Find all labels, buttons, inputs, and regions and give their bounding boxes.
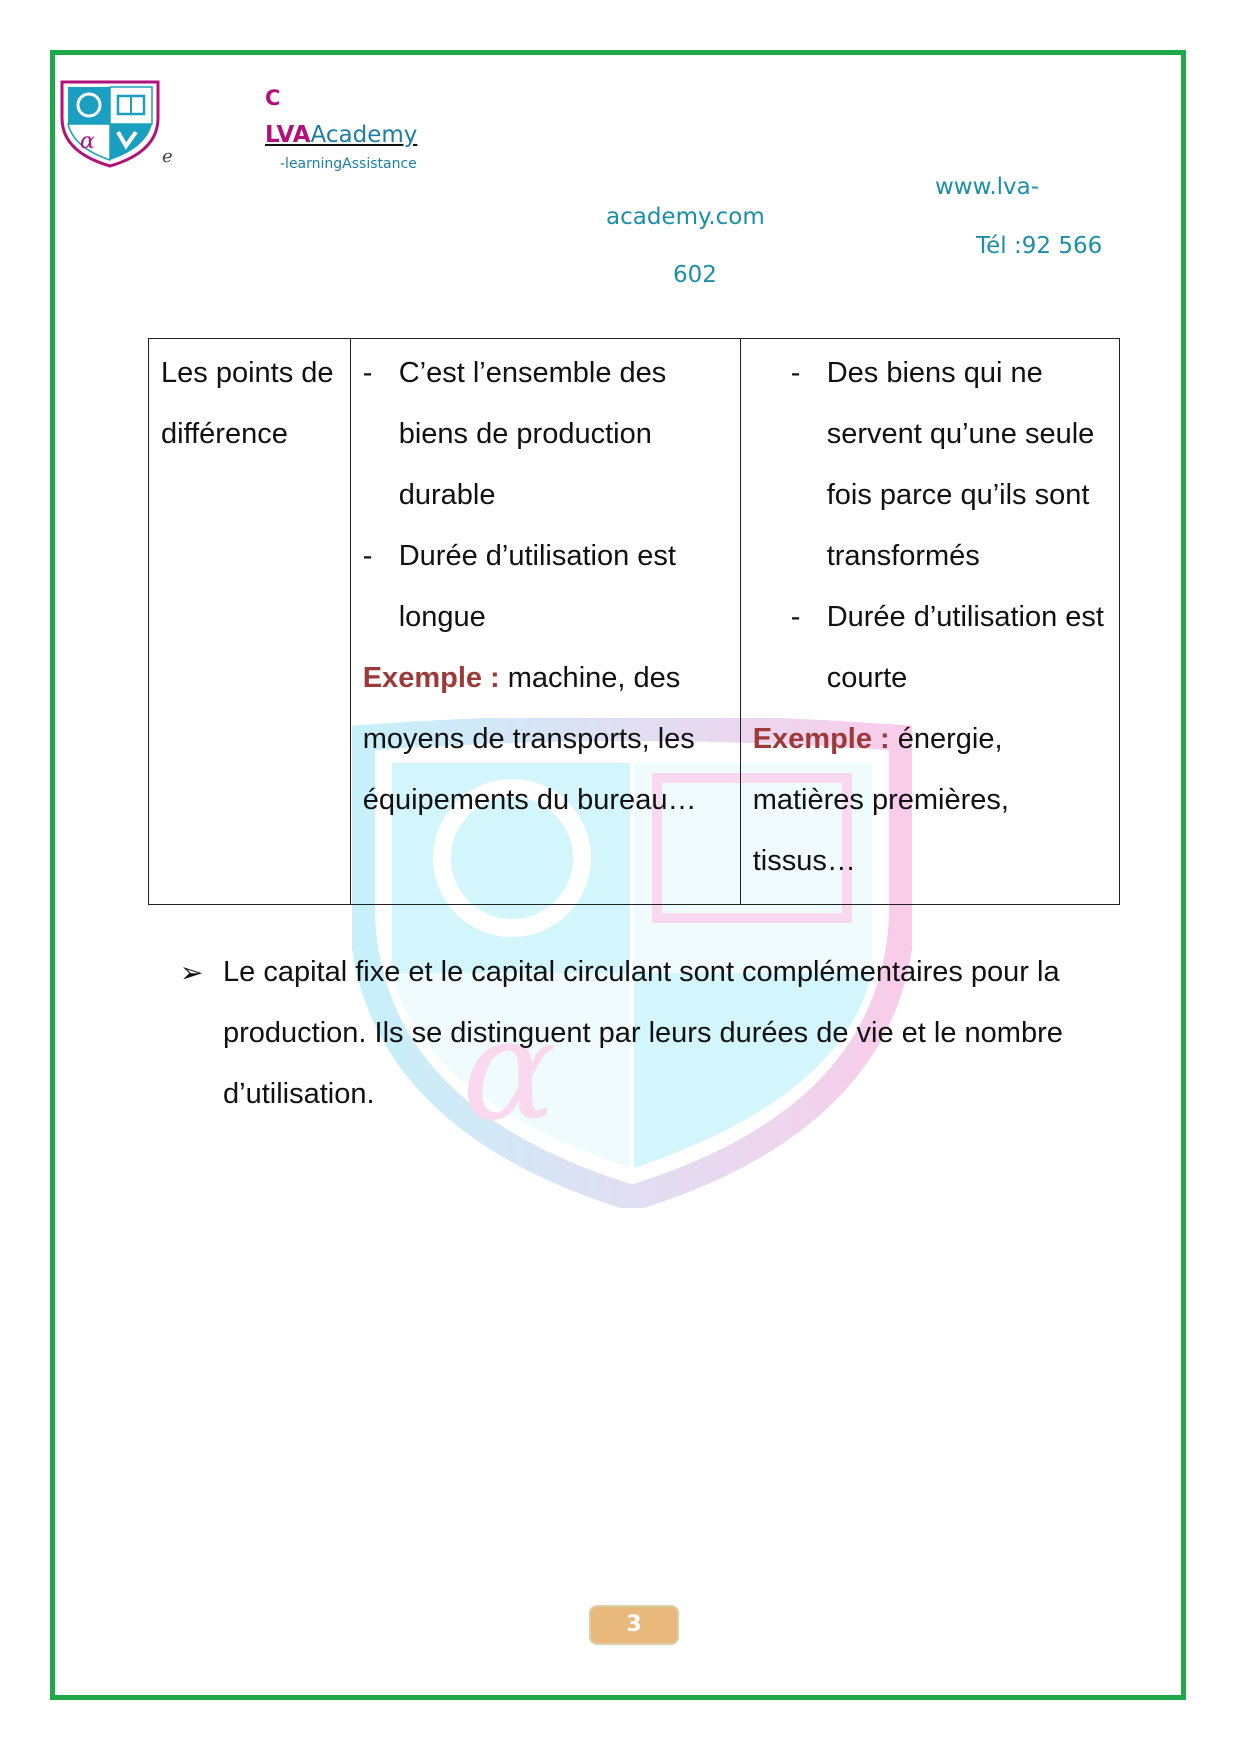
page-number-badge: 3 — [589, 1605, 679, 1645]
brand-lva: LVA — [265, 122, 311, 148]
example-label: Exemple : — [362, 662, 500, 694]
example-label: Exemple : — [752, 723, 890, 755]
table-row — [149, 339, 1120, 905]
list-item: - C’est l’ensemble des biens de production durable — [362, 357, 667, 511]
svg-text:α: α — [462, 989, 557, 1152]
capital-circulant-cell — [740, 339, 1119, 905]
example-text: énergie, matières premières, tissus… — [752, 723, 1009, 877]
logo-letter: e — [162, 146, 173, 167]
example-paragraph — [753, 709, 1107, 892]
svg-text:α: α — [80, 129, 95, 154]
capital-fixe-cell — [350, 339, 740, 905]
contact-www[interactable]: www.lva- — [935, 174, 1040, 200]
brand-name[interactable] — [265, 122, 417, 148]
contact-tel: Tél :92 566 — [976, 233, 1103, 259]
conclusion-bullet — [180, 942, 1120, 1125]
list-item: - Durée d’utilisation est longue — [362, 540, 676, 633]
list-item: - Des biens qui ne servent qu’une seule fois parce qu’ils sont transformés — [790, 357, 1095, 572]
contact-academy[interactable]: academy.com — [606, 204, 765, 230]
brand-initial: C — [265, 86, 281, 110]
brand-academy: Academy — [310, 122, 418, 148]
list-item: - Durée d’utilisation est courte — [790, 601, 1104, 694]
difference-table — [148, 338, 1120, 905]
brand-subtitle: -learningAssistance — [280, 156, 417, 172]
contact-602: 602 — [673, 262, 717, 288]
lva-shield-logo-icon — [58, 78, 162, 168]
example-text: machine, des moyens de transports, les équipements du bureau… — [362, 662, 697, 816]
arrow-bullet-icon: ➢ — [180, 957, 204, 988]
example-paragraph — [363, 648, 728, 831]
row-label: Les points de différence — [149, 339, 351, 905]
conclusion-text: Le capital fixe et le capital circulant sont complémentaires pour la production. Ils se distinguent par leurs durées de vie et le nombre d’utilisation. — [223, 956, 1063, 1110]
